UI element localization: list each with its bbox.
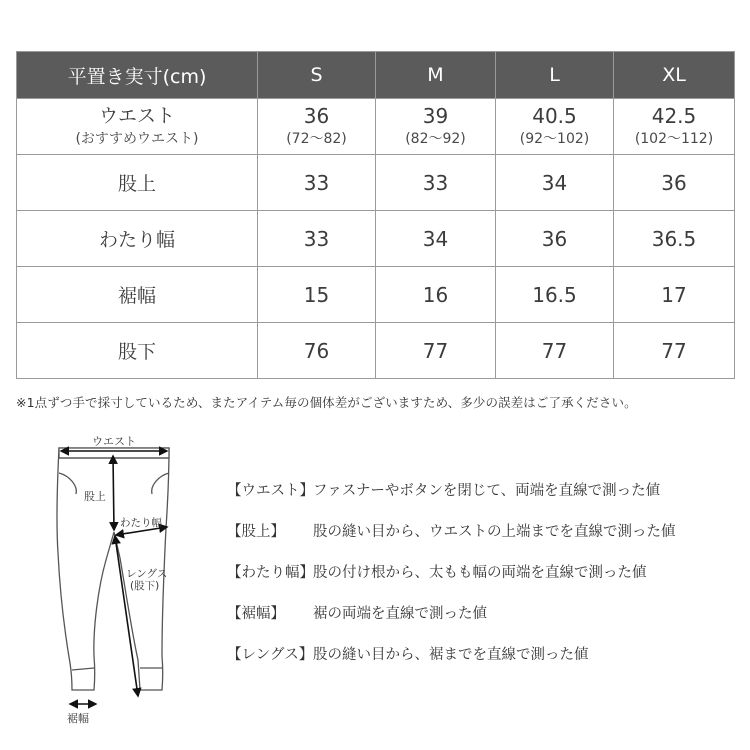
header-cell-s: S: [258, 52, 376, 99]
cell-value: 42.5: [651, 104, 697, 128]
definition-term: 【ウエスト】: [227, 483, 314, 499]
table-cell: 33: [258, 211, 376, 267]
row-label: ウエスト: [98, 105, 175, 127]
row-label-waist: [17, 99, 258, 155]
table-cell: [376, 99, 496, 155]
row-label: 股上: [17, 155, 258, 211]
table-cell: 34: [496, 155, 614, 211]
size-table: [16, 51, 735, 379]
cell-sub-value: (72〜82): [286, 131, 347, 147]
table-cell: 17: [614, 267, 735, 323]
pants-diagram: [50, 428, 200, 733]
definition-text: ファスナーやボタンを閉じて、両端を直線で測った値: [313, 483, 661, 499]
leggings-label: レングス: [126, 568, 168, 580]
table-cell: [614, 99, 735, 155]
header-cell-l: L: [496, 52, 614, 99]
table-cell: 36: [614, 155, 735, 211]
cell-sub-value: (92〜102): [519, 131, 590, 147]
definition-text: 裾の両端を直線で測った値: [313, 606, 487, 622]
table-cell: 33: [258, 155, 376, 211]
cell-value: 39: [422, 104, 449, 128]
header-cell-m: M: [376, 52, 496, 99]
cell-value: 40.5: [532, 104, 577, 128]
definition-term: 【わたり幅】: [227, 565, 314, 581]
table-cell: [496, 99, 614, 155]
definition-term: 【レングス】: [227, 647, 314, 663]
definition-text: 股の縫い目から、ウエストの上端までを直線で測った値: [313, 524, 676, 540]
header-cell-label: 平置き実寸(cm): [17, 52, 258, 99]
table-cell: 36.5: [614, 211, 735, 267]
row-sublabel: (おすすめウエスト): [75, 131, 199, 147]
table-cell: [258, 99, 376, 155]
leggings-sublabel: (股下): [130, 580, 160, 592]
rise-label: 股上: [84, 490, 106, 503]
table-row: [17, 155, 735, 211]
table-cell: 34: [376, 211, 496, 267]
table-cell: 33: [376, 155, 496, 211]
row-label: 股下: [17, 323, 258, 379]
definition-term: 【裾幅】: [227, 606, 285, 622]
table-cell: 16: [376, 267, 496, 323]
table-row: [17, 99, 735, 155]
definition-text: 股の縫い目から、裾までを直線で測った値: [313, 647, 589, 663]
table-cell: 77: [614, 323, 735, 379]
table-cell: 77: [376, 323, 496, 379]
cell-sub-value: (102〜112): [634, 131, 714, 147]
table-cell: 76: [258, 323, 376, 379]
header-cell-xl: XL: [614, 52, 735, 99]
rise-arrow: [113, 456, 114, 530]
table-cell: 16.5: [496, 267, 614, 323]
table-row: [17, 267, 735, 323]
definition-text: 股の付け根から、太もも幅の両端を直線で測った値: [313, 565, 647, 581]
waist-label: ウエスト: [92, 435, 136, 448]
table-header-row: [17, 52, 735, 99]
table-cell: 36: [496, 211, 614, 267]
table-row: [17, 211, 735, 267]
table-cell: 77: [496, 323, 614, 379]
footnote: ※1点ずつ手で採寸しているため、またアイテム毎の個体差がございますため、多少の誤差はご了承ください。: [16, 395, 637, 410]
hem-label: 裾幅: [67, 712, 89, 725]
cell-sub-value: (82〜92): [405, 131, 466, 147]
thigh-label: わたり幅: [120, 517, 162, 529]
definition-term: 【股上】: [227, 524, 285, 540]
cell-value: 36: [303, 104, 330, 128]
row-label: 裾幅: [17, 267, 258, 323]
row-label: わたり幅: [17, 211, 258, 267]
table-row: [17, 323, 735, 379]
table-cell: 15: [258, 267, 376, 323]
